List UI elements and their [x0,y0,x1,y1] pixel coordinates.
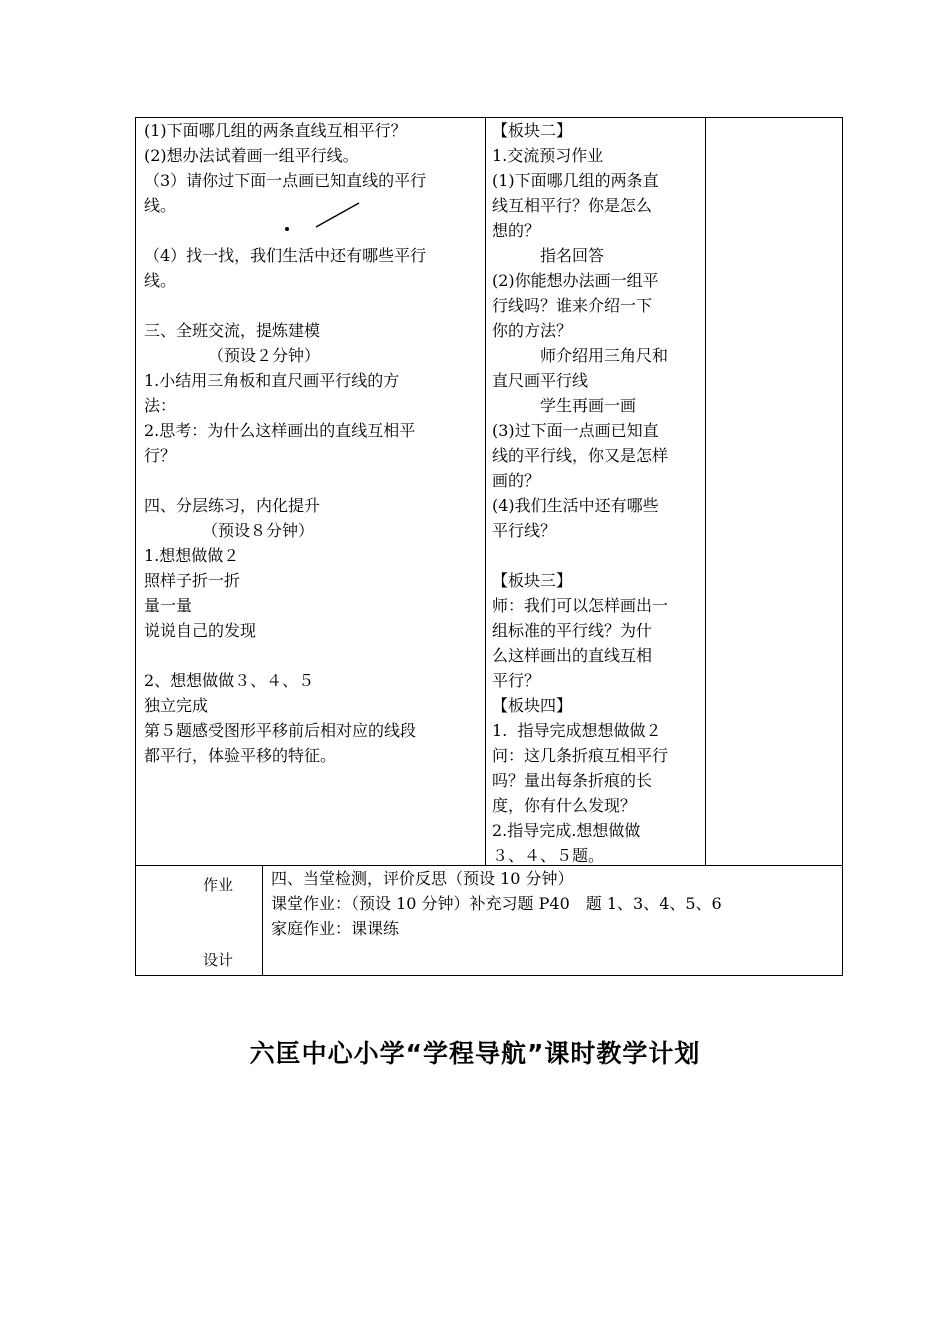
text-line: 师介绍用三角尺和 [540,346,669,365]
text-line: 直尺画平行线 [492,371,589,390]
text-line: 2.思考：为什么这样画出的直线互相平 [144,421,416,440]
page-title: 六匡中心小学“学程导航”课时教学计划 [249,1039,701,1068]
text-line: 线。 [144,271,177,290]
text-line: 吗？量出每条折痕的长 [492,771,653,790]
teacher-guidance-column [492,118,702,868]
section-heading: 三、全班交流，提炼建模 [144,321,321,340]
text-line: 线。 [144,196,177,215]
time-note: （预设２分钟） [208,346,321,365]
text-line: 指名回答 [540,246,605,265]
text-line: 平行？ [492,671,541,690]
block-heading: 【板块三】 [492,571,573,590]
homework-label-bottom: 设计 [203,951,234,969]
table-border-right [842,117,843,976]
homework-label-divider [262,865,263,976]
text-line: 1.小结用三角板和直尺画平行线的方 [144,371,400,390]
text-line: (3)过下面一点画已知直 [492,421,659,440]
point-and-line-figure [280,200,370,236]
block-heading: 【板块二】 [492,121,573,140]
text-line: 2、想想做做３、４、５ [144,671,315,690]
text-line: 度，你有什么发现？ [492,796,637,815]
text-line: 师：我们可以怎样画出一 [492,596,669,615]
text-line [144,293,480,318]
text-line [144,643,480,668]
text-line: 么这样画出的直线互相 [492,646,653,665]
text-line: 行线吗？谁来介绍一下 [492,296,653,315]
section-heading: 四、分层练习，内化提升 [144,496,321,515]
table-divider-2 [705,117,706,865]
text-line: (2)想办法试着画一组平行线。 [144,146,359,165]
text-line: 平行线？ [492,521,557,540]
homework-label-top: 作业 [203,876,234,894]
homework-line: 四、当堂检测，评价反思（预设 10 分钟） [271,869,574,888]
text-line: （3）请你过下面一点画已知直线的平行 [144,171,427,190]
text-line: 2.指导完成.想想做做 [492,821,641,840]
text-line: 独立完成 [144,696,209,715]
text-line: 画的？ [492,471,541,490]
text-line: 说说自己的发现 [144,621,257,640]
homework-content [271,866,837,941]
text-line: 学生再画一画 [540,396,637,415]
text-line: （4）找一找，我们生活中还有哪些平行 [144,246,427,265]
given-point [285,227,289,231]
text-line: 问：这几条折痕互相平行 [492,746,669,765]
table-divider-1 [485,117,486,865]
text-line: 组标准的平行线？为什 [492,621,653,640]
table-border-left [135,117,136,976]
given-line [316,203,359,227]
text-line: ３、４、５题。 [492,846,605,865]
block-heading: 【板块四】 [492,696,573,715]
text-line: 都平行，体验平移的特征。 [144,746,337,765]
text-line: 第５题感受图形平移前后相对应的线段 [144,721,417,740]
text-line: (2)你能想办法画一组平 [492,271,659,290]
text-line: 照样子折一折 [144,571,241,590]
text-line [144,468,480,493]
text-line: (1)下面哪几组的两条直线互相平行？ [144,121,407,140]
text-line: (4)我们生活中还有哪些 [492,496,659,515]
text-line: 线互相平行？你是怎么 [492,196,653,215]
text-line: 想的？ [492,221,541,240]
homework-line: 家庭作业：课课练 [271,919,400,938]
text-line: 你的方法？ [492,321,573,340]
text-line: 线的平行线，你又是怎样 [492,446,669,465]
table-border-bottom [135,975,843,976]
text-line: 1. 指导完成想想做做２ [492,721,662,740]
text-line: 1.交流预习作业 [492,146,604,165]
homework-line: 课堂作业：（预设 10 分钟）补充习题 P40 题 1、3、4、5、6 [271,894,722,913]
text-line: 法： [144,396,177,415]
text-line: (1)下面哪几组的两条直 [492,171,659,190]
text-line: 行？ [144,446,177,465]
text-line [492,543,702,568]
text-line: 1.想想做做２ [144,546,240,565]
time-note: （预设８分钟） [202,521,315,540]
text-line: 量一量 [144,596,193,615]
